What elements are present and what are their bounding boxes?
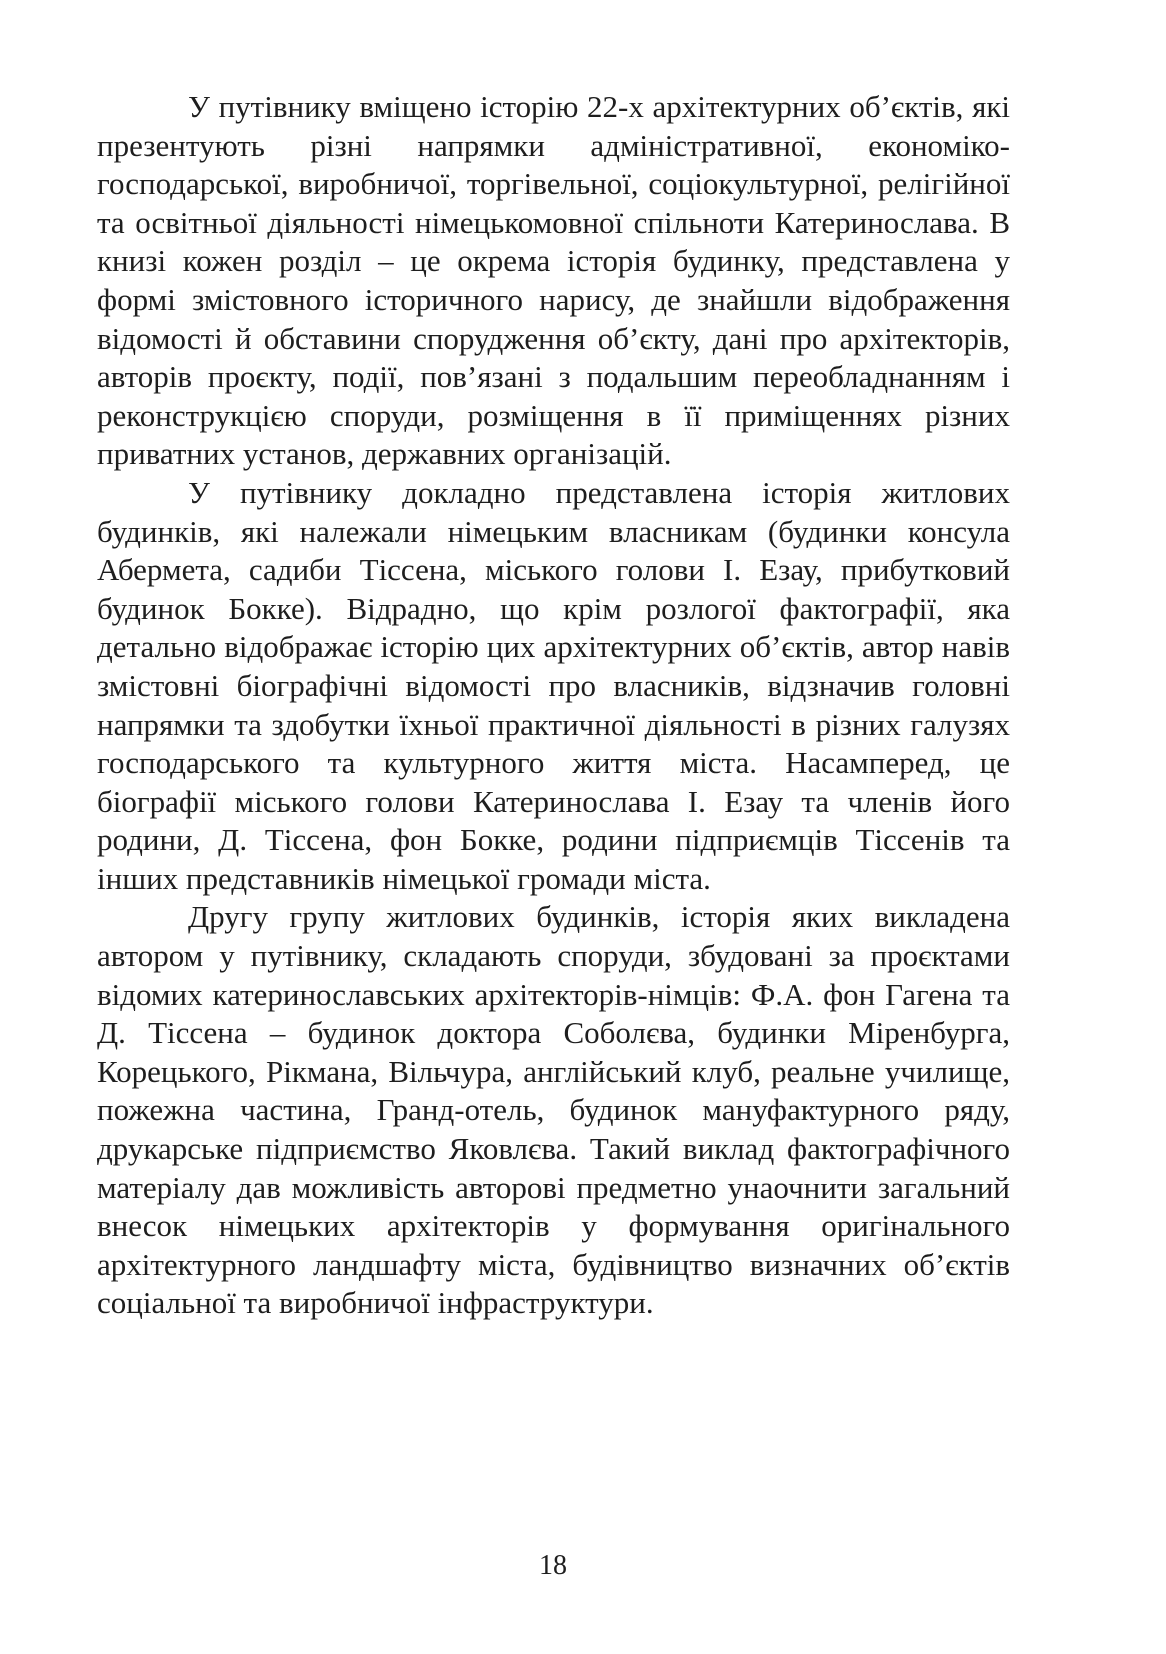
paragraph-1: У путівнику вміщено історію 22-х архітектурних об’єктів, які презентують різні напрямки адміністративної, економіко-господарської, виробничої, торгівельної, соціокультурної, релігійної та освітньої діяльності німецькомовної спільноти Катеринослава. В книзі кожен розділ – це окрема історія будинку, представлена у формі змістовного історичного нарису, де знайшли відображення відомості й обставини спорудження об’єкту, дані про архітекторів, авторів проєкту, події, пов’язані з подальшим переобладнанням і реконструкцією споруди, розміщення в її приміщеннях різних приватних установ, державних організацій. [97,89,1010,472]
page-body [97,88,1010,1323]
paragraph-2: У путівнику докладно представлена історія житлових будинків, які належали німецьким власникам (будинки консула Абермета, садиби Тіссена, міського голови І. Езау, прибутковий будинок Бокке). Відрадно, що крім розлогої фактографії, яка детально відображає історію цих архітектурних об’єктів, автор навів змістовні біографічні відомості про власників, відзначив головні напрямки та здобутки їхньої практичної діяльності в різних галузях господарського та культурного життя міста. Насамперед, це біографії міського голови Катеринослава І. Езау та членів його родини, Д. Тіссена, фон Бокке, родини підприємців Тіссенів та інших представників німецької громади міста. [97,474,1010,896]
paragraph-3: Другу групу житлових будинків, історія яких викладена автором у путівнику, складають споруди, збудовані за проєктами відомих катеринославських архітекторів-німців: Ф.А. фон Гагена та Д. Тіссена – будинок доктора Соболєва, будинки Міренбурга, Корецького, Рікмана, Вільчура, англійський клуб, реальне училище, пожежна частина, Гранд-отель, будинок мануфактурного ряду, друкарське підприємство Яковлєва. Такий виклад фактографічного матеріалу дав можливість авторові предметно унаочнити загальний внесок німецьких архітекторів у формування оригінального архітектурного ландшафту міста, будівництво визначних об’єктів соціальної та виробничої інфраструктури. [97,899,1010,1321]
page-number: 18 [539,1550,567,1581]
